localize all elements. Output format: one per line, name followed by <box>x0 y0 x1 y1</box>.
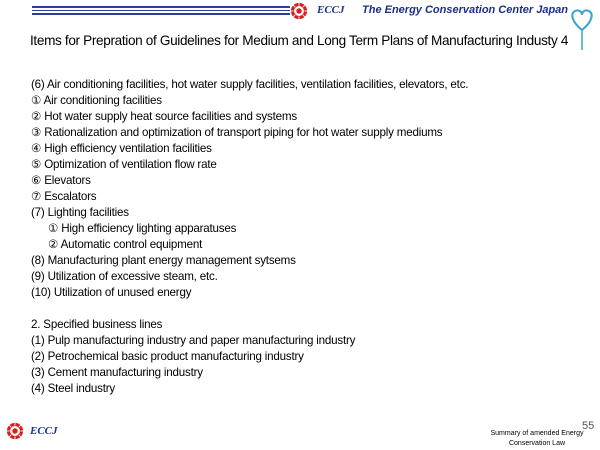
page-number: 55 <box>582 420 595 432</box>
footer-doc-title-line2: Conservation Law <box>508 440 566 447</box>
list-item: ① High efficiency lighting apparatuses <box>48 222 237 235</box>
list-item: ③ Rationalization and optimization of transport piping for hot water supply mediums <box>31 126 443 139</box>
header-org-name: The Energy Conservation Center Japan <box>362 4 568 16</box>
list-item: (1) Pulp manufacturing industry and paper manufacturing industry <box>31 334 356 347</box>
list-item: (9) Utilization of excessive steam, etc. <box>31 270 218 283</box>
list-item: ② Hot water supply heat source facilities and systems <box>31 110 297 123</box>
page-title: Items for Prepration of Guidelines for Medium and Long Term Plans of Manufacturing Industy 4 <box>30 33 569 48</box>
list-item: (3) Cement manufacturing industry <box>31 366 203 379</box>
list-item: (10) Utilization of unused energy <box>31 286 192 299</box>
eccj-logo-icon <box>290 2 308 20</box>
list-item: (8) Manufacturing plant energy management sytsems <box>31 254 296 267</box>
footer-doc-title-line1: Summary of amended Energy <box>490 430 584 437</box>
list-item: ① Air conditioning facilities <box>31 94 162 107</box>
list-item: (6) Air conditioning facilities, hot water supply facilities, ventilation facilities, elevators, etc. <box>31 78 469 91</box>
content-list <box>31 77 468 397</box>
section-heading: 2. Specified business lines <box>31 318 163 331</box>
list-item: (7) Lighting facilities <box>31 206 129 219</box>
list-item: (2) Petrochemical basic product manufacturing industry <box>31 350 304 363</box>
list-item: ④ High efficiency ventilation facilities <box>31 142 212 155</box>
list-item: ② Automatic control equipment <box>48 238 203 251</box>
footer-org-short: ECCJ <box>30 425 58 437</box>
footer-doc-title <box>482 429 592 449</box>
header-org-short: ECCJ <box>317 4 345 16</box>
list-item: (4) Steel industry <box>31 382 116 395</box>
eccj-logo-icon <box>6 422 24 440</box>
list-item: ⑥ Elevators <box>31 174 91 187</box>
header-rule <box>32 6 290 18</box>
list-item: ⑦ Escalators <box>31 190 97 203</box>
list-item: ⑤ Optimization of ventilation flow rate <box>31 158 217 171</box>
section-gap <box>31 301 468 317</box>
heart-decoration-icon <box>564 0 600 52</box>
